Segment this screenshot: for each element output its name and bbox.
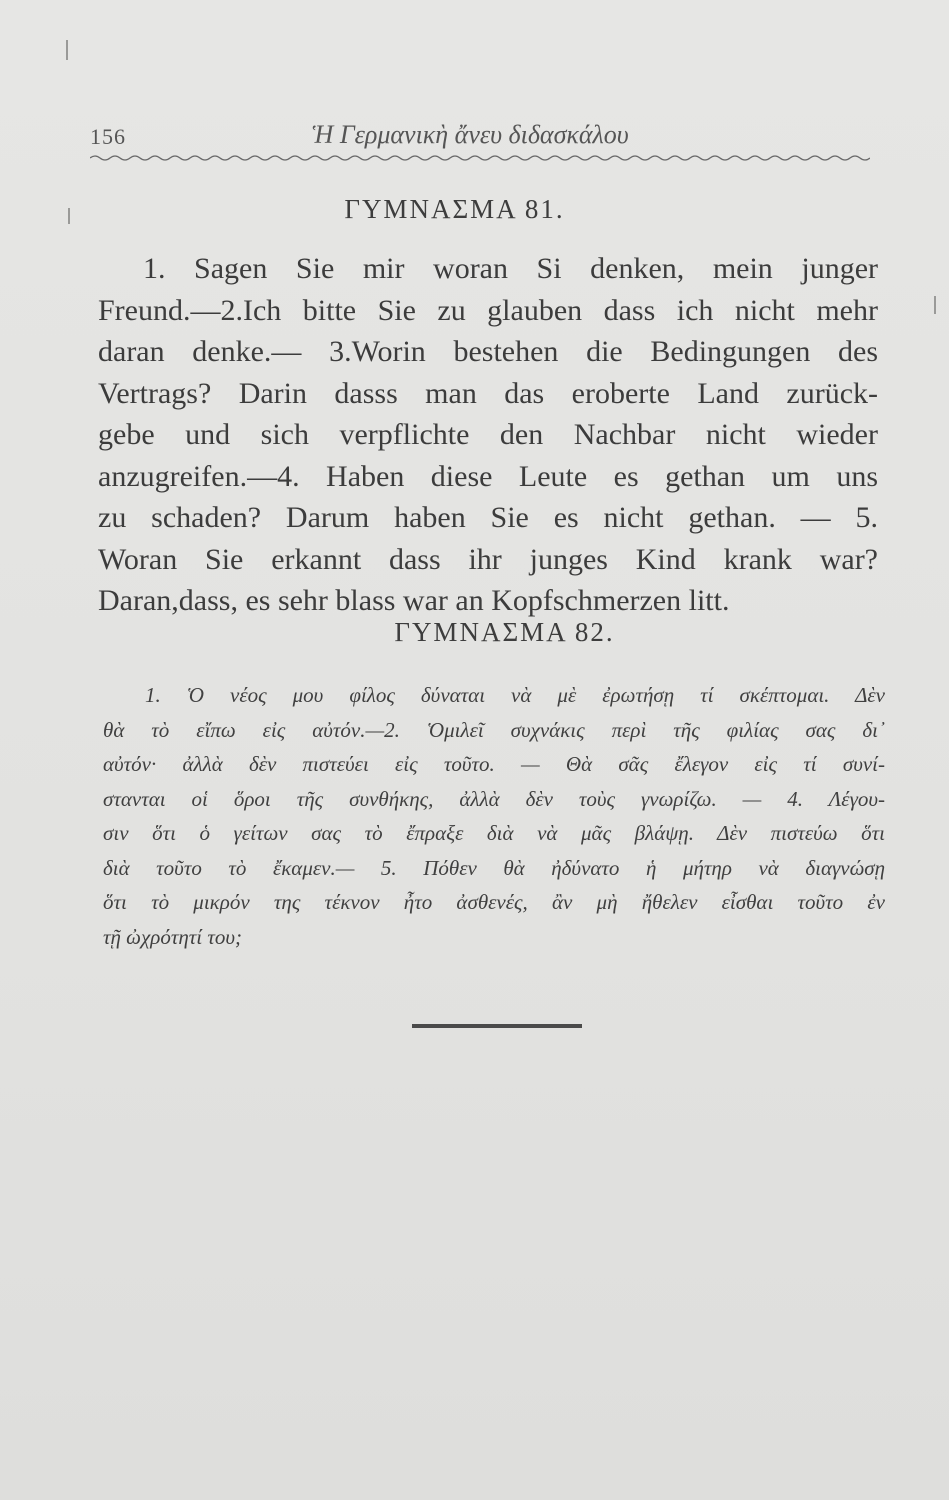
text-line: διὰ τοῦτο τὸ ἔκαμεν.— 5. Πόθεν θὰ ἠδύνατο ἡ μήτηρ νὰ διαγνώσῃ	[103, 855, 885, 880]
text-line: ὅτι τὸ μικρόν της τέκνον ἦτο ἀσθενές, ἂν μὴ ἤθελεν εἶσθαι τοῦτο ἐν	[103, 890, 885, 914]
text-line: 1. Sagen Sie mir woran Si denken, mein junger	[143, 252, 878, 285]
exercise-81-text	[98, 248, 878, 622]
text-line: σιν ὅτι ὁ γείτων σας τὸ ἔπραξε διὰ νὰ μᾶς βλάψῃ. Δὲν πιστεύω ὅτι	[103, 821, 885, 845]
text-line: daran denke.— 3.Worin bestehen die Bedingungen des	[98, 335, 878, 368]
header-wavy-rule	[90, 152, 870, 164]
end-rule	[412, 1024, 582, 1028]
page-number: 156	[90, 124, 126, 149]
text-line: θὰ τὸ εἴπω εἰς αὐτόν.—2. Ὁμιλεῖ συχνάκις περὶ τῆς φιλίας σας δι᾽	[103, 717, 885, 742]
text-line: Freund.—2.Ich bitte Sie zu glauben dass ich nicht mehr	[98, 293, 878, 327]
text-line: 1. Ὁ νέος μου φίλος δύναται νὰ μὲ ἐρωτήσῃ τί σκέπτομαι. Δὲν	[145, 683, 885, 707]
page-header	[90, 116, 880, 156]
text-line: αὐτόν· ἀλλὰ δὲν πιστεύει εἰς τοῦτο. — Θὰ σᾶς ἔλεγον εἰς τί συνί-	[103, 752, 885, 776]
running-title: Ἡ Γερμανικὴ ἄνευ διδασκάλου	[312, 120, 629, 149]
text-line: τῇ ὠχρότητί του;	[103, 924, 243, 949]
text-line: zu schaden? Darum haben Sie es nicht gethan. — 5.	[98, 501, 878, 534]
text-line: Woran Sie erkannt dass ihr junges Kind krank war?	[98, 542, 878, 576]
exercise-82-heading: ΓΥΜΝΑΣΜΑ 82.	[394, 617, 615, 647]
exercise-81-heading: ΓΥΜΝΑΣΜΑ 81.	[344, 194, 565, 224]
text-line: gebe und sich verpflichte den Nachbar nicht wieder	[98, 418, 878, 451]
margin-mark	[68, 208, 70, 224]
text-line: anzugreifen.—4. Haben diese Leute es gethan um uns	[98, 459, 878, 493]
exercise-82-text	[103, 678, 885, 954]
margin-mark	[66, 40, 68, 60]
margin-mark	[934, 296, 936, 314]
text-line: Vertrags? Darin dasss man das eroberte Land zurück-	[98, 376, 878, 410]
text-line: Daran,dass, es sehr blass war an Kopfschmerzen litt.	[98, 584, 730, 617]
text-line: στανται οἱ ὅροι τῆς συνθήκης, ἀλλὰ δὲν τοὺς γνωρίζω. — 4. Λέγου-	[103, 786, 885, 811]
